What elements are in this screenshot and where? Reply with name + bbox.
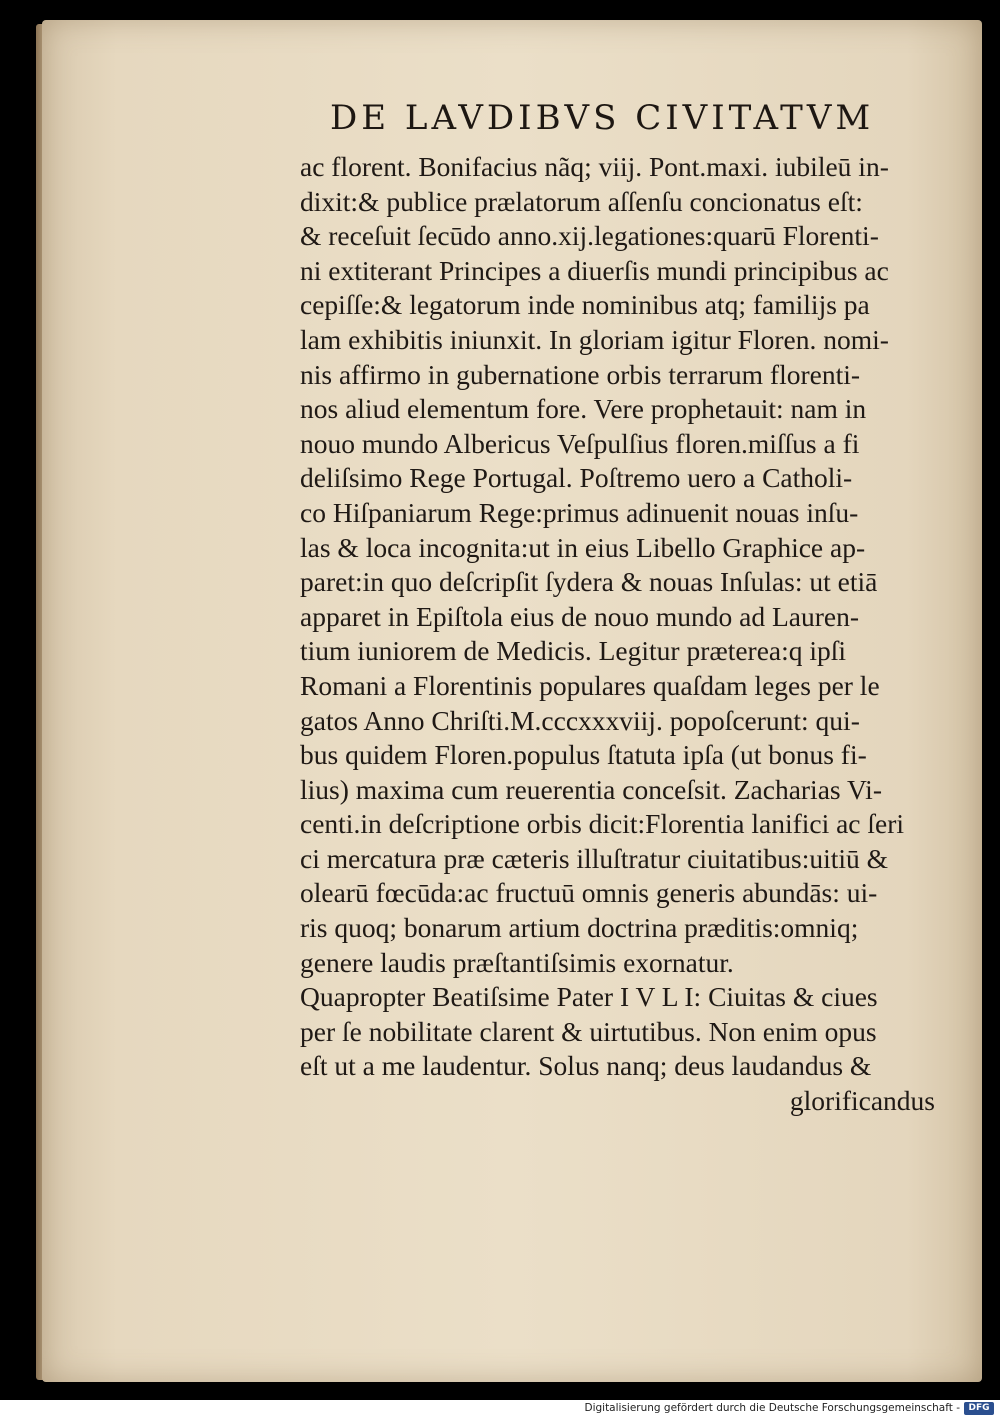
text-line: Romani a Florentinis populares quaſdam leges per le	[300, 669, 880, 701]
text-line: ni extiterant Principes a diuerſis mundi principibus ac	[300, 254, 889, 286]
text-line: co Hiſpaniarum Rege:primus adinuenit nouas inſu-	[300, 496, 859, 528]
text-line: nouo mundo Albericus Veſpulſius floren.miſſus a fi	[300, 427, 860, 459]
text-line: bus quidem Floren.populus ſtatuta ipſa (ut bonus fi-	[300, 739, 867, 771]
text-line: lius) maxima cum reuerentia conceſsit. Zacharias Vi-	[300, 773, 882, 805]
text-line: nis affirmo in gubernatione orbis terrarum florenti-	[300, 358, 861, 390]
text-line: Quapropter Beatiſsime Pater I V L I: Ciuitas & ciues	[300, 981, 878, 1013]
text-line: cepiſſe:& legatorum inde nominibus atq; familijs pa	[300, 289, 870, 321]
text-line: nos aliud elementum fore. Vere prophetauit: nam in	[300, 393, 867, 425]
footer-bar	[0, 1400, 1000, 1418]
text-line: paret:in quo deſcripſit ſydera & nouas Inſulas: ut etiā	[300, 566, 878, 598]
text-line: las & loca incognita:ut in eius Libello Graphice ap-	[300, 531, 866, 563]
text-line: deliſsimo Rege Portugal. Poſtremo uero a Catholi-	[300, 462, 853, 494]
running-head: DE LAVDIBVS CIVITATVM	[330, 98, 875, 138]
text-line: olearū fœcūda:ac fructuū omnis generis abundās: ui-	[300, 877, 878, 909]
text-line: tium iuniorem de Medicis. Legitur præterea:q ipſi	[300, 635, 847, 667]
text-line: gatos Anno Chriſti.M.cccxxxviij. popoſcerunt: qui-	[300, 704, 860, 736]
text-line: apparet in Epiſtola eius de nouo mundo ad Lauren-	[300, 600, 859, 632]
dfg-logo-icon: DFG	[964, 1402, 994, 1415]
text-line: ris quoq; bonarum artium doctrina præditis:omniq;	[300, 912, 859, 944]
text-block	[300, 150, 935, 1119]
text-line: ac florent. Bonifacius nãq; viij. Pont.maxi. iubileū in-	[300, 151, 889, 182]
funding-notice: Digitalisierung gefördert durch die Deutsche Forschungsgemeinschaft -	[584, 1402, 960, 1414]
text-line: eſt ut a me laudentur. Solus nanq; deus laudandus &	[300, 1050, 872, 1082]
text-line: per ſe nobilitate clarent & uirtutibus. Non enim opus	[300, 1015, 877, 1047]
text-line: centi.in deſcriptione orbis dicit:Florentia lanifici ac ſeri	[300, 808, 905, 840]
text-line: & receſuit ſecūdo anno.xij.legationes:quarū Florenti-	[300, 220, 879, 252]
text-line: genere laudis præſtantiſsimis exornatur.	[300, 946, 734, 978]
text-line: lam exhibitis iniunxit. In gloriam igitur Floren. nomi-	[300, 323, 889, 355]
text-line: dixit:& publice prælatorum aſſenſu concionatus eſt:	[300, 185, 863, 217]
catchword: glorificandus	[789, 1085, 935, 1117]
text-line: ci mercatura præ cæteris illuſtratur ciuitatibus:uitiū &	[300, 842, 889, 874]
